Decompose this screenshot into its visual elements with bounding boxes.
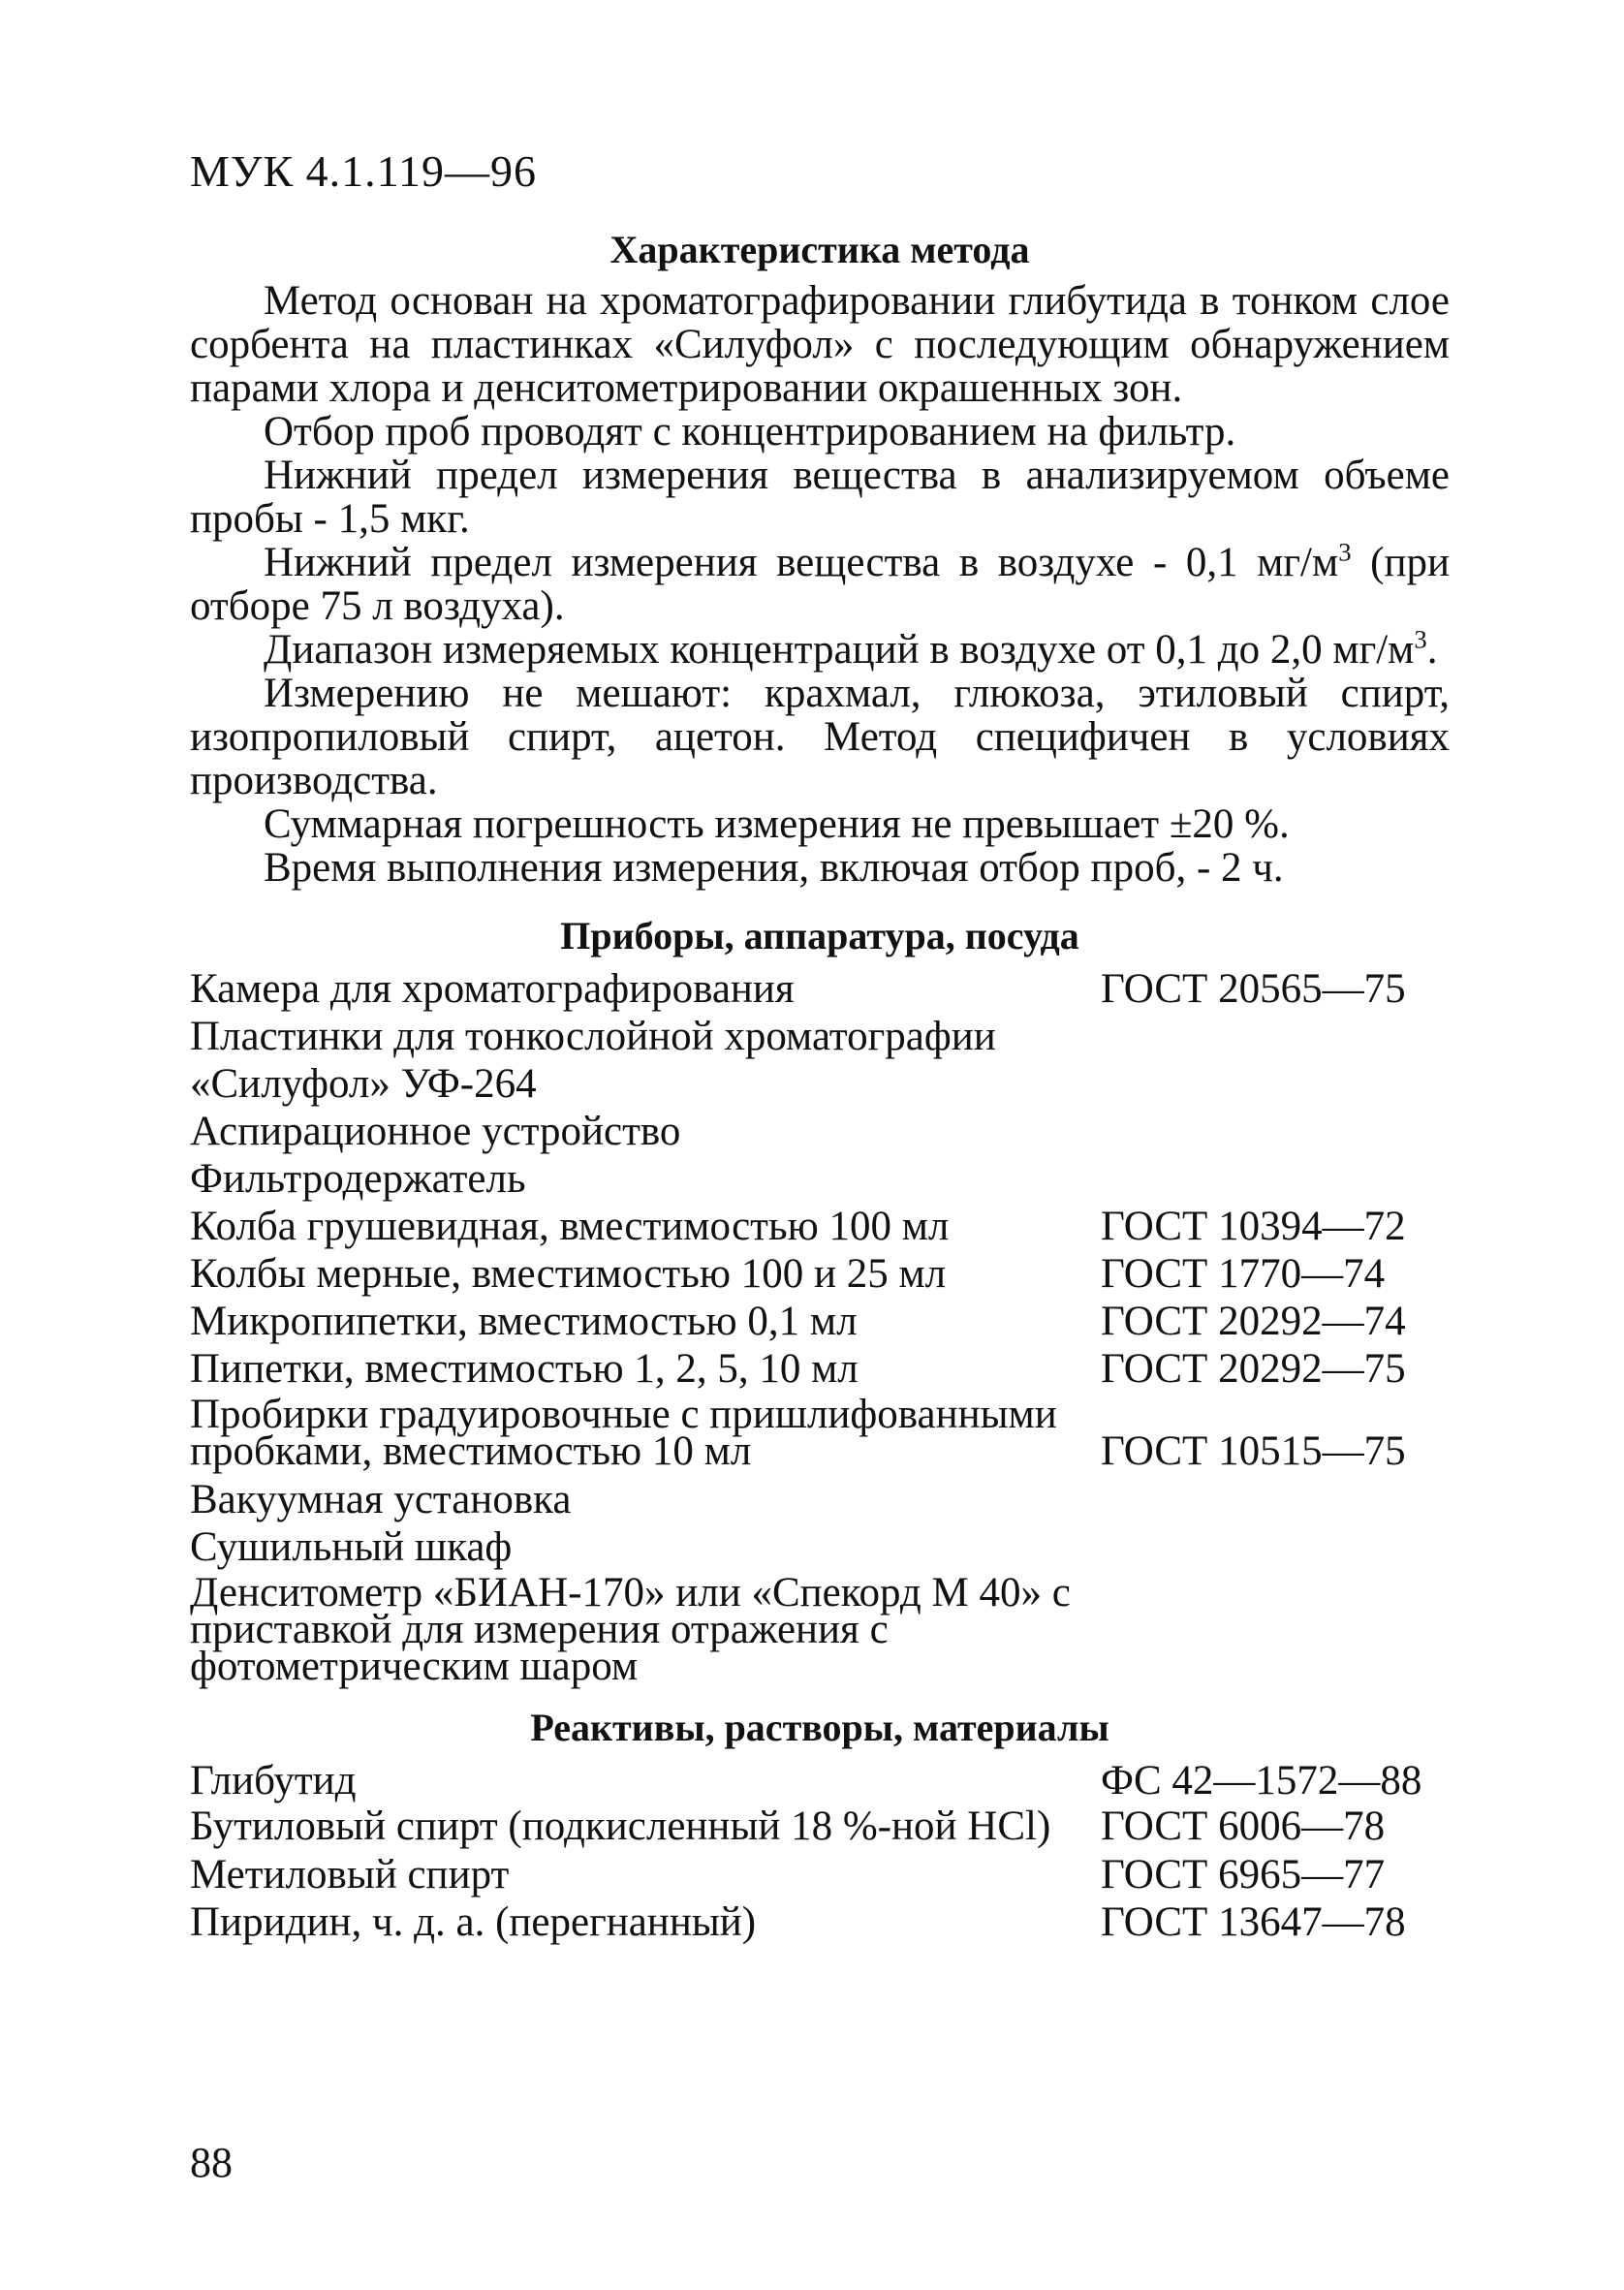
item-name: Микропипетки, вместимостью 0,1 мл [190, 1299, 858, 1344]
item-name: Вакуумная установка [190, 1477, 572, 1522]
list-item [190, 1804, 1450, 1849]
item-name: Колбы мерные, вместимостью 100 и 25 мл [190, 1251, 947, 1297]
superscript: 3 [1338, 537, 1352, 567]
item-name: Денситометр «БИАН-170» или «Спекорд М 40» с приставкой для измерения отражения с фотометрическим шаром [190, 1570, 1071, 1689]
equipment-section-title: Приборы, аппаратура, посуда [560, 914, 1079, 957]
item-name: Бутиловый спирт (подкисленный 18 %-ной HCl) [190, 1804, 1051, 1849]
item-gost: ГОСТ 10515—75 [1101, 1428, 1406, 1474]
method-paragraph: Время выполнения измерения, включая отбор проб, - 2 ч. [264, 845, 1284, 891]
list-item [190, 1851, 1450, 1898]
item-gost: ГОСТ 6965—77 [1101, 1852, 1386, 1898]
item-gost: ФС 42—1572—88 [1101, 1758, 1422, 1804]
item-gost: ГОСТ 6006—78 [1101, 1804, 1386, 1849]
item-name: Пробирки градуировочные с пришлифованными пробками, вместимостью 10 мл [190, 1392, 1057, 1474]
item-name: Пластинки для тонкослойной хроматографии «Силуфол» УФ-264 [190, 1014, 996, 1107]
list-item [190, 965, 1450, 1013]
method-paragraph [190, 624, 1450, 673]
item-gost: ГОСТ 20292—75 [1101, 1346, 1406, 1392]
method-text: . [1426, 627, 1438, 673]
item-name: Пипетки, вместимостью 1, 2, 5, 10 мл [190, 1346, 859, 1392]
page-content [190, 215, 1450, 1946]
method-paragraph: Метод основан на хроматографировании глибутида в тонком слое сорбента на пластинках «Силуфол» с последующим обнаружением парами хлора и денситометрировании окрашенных зон. [190, 278, 1450, 411]
method-paragraph: Измерению не мешают: крахмал, глюкоза, этиловый спирт, изопропиловый спирт, ацетон. Метод специфичен в условиях производства. [190, 671, 1450, 803]
method-text: Нижний предел измерения вещества в воздухе - 0,1 мг/м [264, 540, 1339, 585]
item-name: Глибутид [190, 1758, 357, 1804]
list-item [190, 1570, 1450, 1689]
document-id-header: МУК 4.1.119—96 [190, 146, 537, 196]
list-item [190, 1250, 1450, 1298]
item-gost: ГОСТ 13647—78 [1101, 1899, 1406, 1945]
method-paragraph [190, 537, 1450, 629]
superscript: 3 [1414, 624, 1427, 654]
list-item [190, 1203, 1450, 1250]
list-item [190, 1757, 1450, 1804]
method-paragraph: Нижний предел измерения вещества в анализируемом объеме пробы - 1,5 мкг. [190, 453, 1450, 542]
item-gost: ГОСТ 1770—74 [1101, 1251, 1386, 1297]
list-item [190, 1476, 1450, 1523]
item-name: Фильтродержатель [190, 1156, 526, 1202]
list-item [190, 1523, 1450, 1571]
item-name: Камера для хроматографирования [190, 966, 795, 1012]
item-name: Пиридин, ч. д. а. (перегнанный) [190, 1899, 757, 1945]
item-gost: ГОСТ 20292—74 [1101, 1299, 1406, 1344]
item-name: Аспирационное устройство [190, 1109, 681, 1154]
method-section-title: Характеристика метода [609, 228, 1030, 271]
reagents-section-title: Реактивы, растворы, материалы [530, 1706, 1109, 1749]
method-text: Диапазон измеряемых концентраций в воздухе от 0,1 до 2,0 мг/м [264, 627, 1415, 673]
list-item [190, 1392, 1450, 1474]
list-item [190, 1013, 1450, 1108]
item-gost: ГОСТ 10394—72 [1101, 1204, 1406, 1249]
list-item [190, 1155, 1450, 1203]
item-name: Колба грушевидная, вместимостью 100 мл [190, 1204, 950, 1249]
list-item [190, 1108, 1450, 1155]
list-item [190, 1345, 1450, 1393]
item-name: Метиловый спирт [190, 1852, 510, 1898]
method-paragraph: Суммарная погрешность измерения не превышает ±20 %. [264, 801, 1290, 847]
method-paragraph: Отбор проб проводят с концентрированием на фильтр. [264, 409, 1236, 455]
list-item [190, 1298, 1450, 1345]
method-text: (при отборе 75 л воздуха). [190, 540, 1450, 629]
reagents-list [190, 1757, 1450, 1946]
item-gost: ГОСТ 20565—75 [1101, 966, 1406, 1012]
list-item [190, 1898, 1450, 1946]
item-name: Сушильный шкаф [190, 1524, 513, 1570]
equipment-list [190, 965, 1450, 1689]
page-number: 88 [190, 2139, 233, 2186]
